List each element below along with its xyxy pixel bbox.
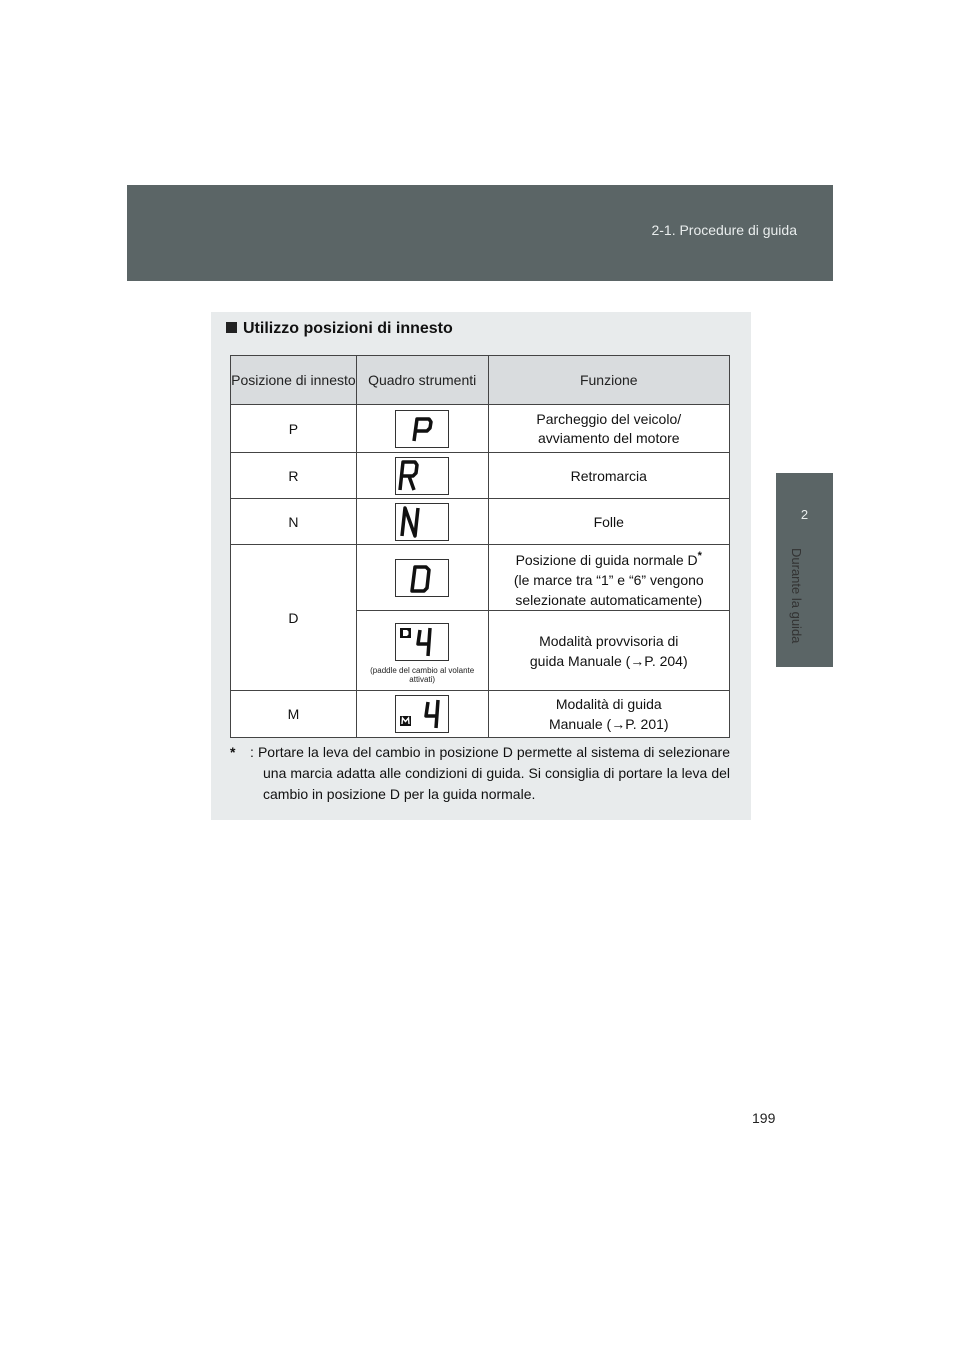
function-cell: Retromarcia: [488, 453, 729, 499]
function-cell: Folle: [488, 499, 729, 545]
display-d-icon: [395, 559, 449, 597]
display-cell: [356, 499, 488, 545]
chapter-number: 2: [800, 507, 809, 522]
position-cell: R: [231, 453, 357, 499]
section-header-bar: [127, 185, 833, 281]
position-cell: M: [231, 691, 357, 738]
display-cell: [356, 453, 488, 499]
display-cell: [356, 545, 488, 611]
display-cell: [356, 405, 488, 453]
table-row: [231, 691, 730, 738]
header-cell: Funzione: [488, 356, 729, 405]
page-number: 199: [752, 1110, 776, 1126]
table-row: [231, 545, 730, 611]
display-d4-icon: [395, 623, 449, 661]
header-cell: Posizione di innesto: [231, 356, 357, 405]
chapter-label: Durante la guida: [789, 548, 804, 644]
display-r-icon: [395, 457, 449, 495]
display-m4-icon: [395, 695, 449, 733]
position-cell: D: [231, 545, 357, 691]
shift-position-table: [230, 355, 730, 738]
function-cell: Modalità provvisoria di guida Manuale (→P. 204): [488, 611, 729, 691]
display-cell: [356, 691, 488, 738]
table-row: [231, 405, 730, 453]
footnote-text: : Portare la leva del cambio in posizione D permette al sistema di selezionare una marcia adatta alle condizioni di guida. Si consiglia di portare la leva del cambio in posizione D per la guida normale.: [250, 744, 730, 802]
display-cell: [356, 611, 488, 691]
display-p-icon: [395, 410, 449, 448]
square-bullet-icon: [226, 322, 237, 333]
function-cell: Parcheggio del veicolo/ avviamento del motore: [488, 405, 729, 453]
footnote: [230, 742, 730, 805]
position-cell: P: [231, 405, 357, 453]
position-cell: N: [231, 499, 357, 545]
panel-title: Utilizzo posizioni di innesto: [226, 320, 453, 338]
footnote-marker: *: [230, 744, 236, 760]
display-n-icon: [395, 503, 449, 541]
section-title: 2-1. Procedure di guida: [651, 222, 797, 238]
paddle-caption: (paddle del cambio al volante attivati): [370, 666, 475, 684]
table-row: [231, 499, 730, 545]
table-header-row: [231, 356, 730, 405]
function-cell: Posizione di guida normale D* (le marce tra “1” e “6” vengono selezionate automaticamente): [488, 545, 729, 611]
function-cell: Modalità di guida Manuale (→P. 201): [488, 691, 729, 738]
chapter-tab: [776, 473, 833, 667]
header-cell: Quadro strumenti: [356, 356, 488, 405]
table-row: [231, 453, 730, 499]
